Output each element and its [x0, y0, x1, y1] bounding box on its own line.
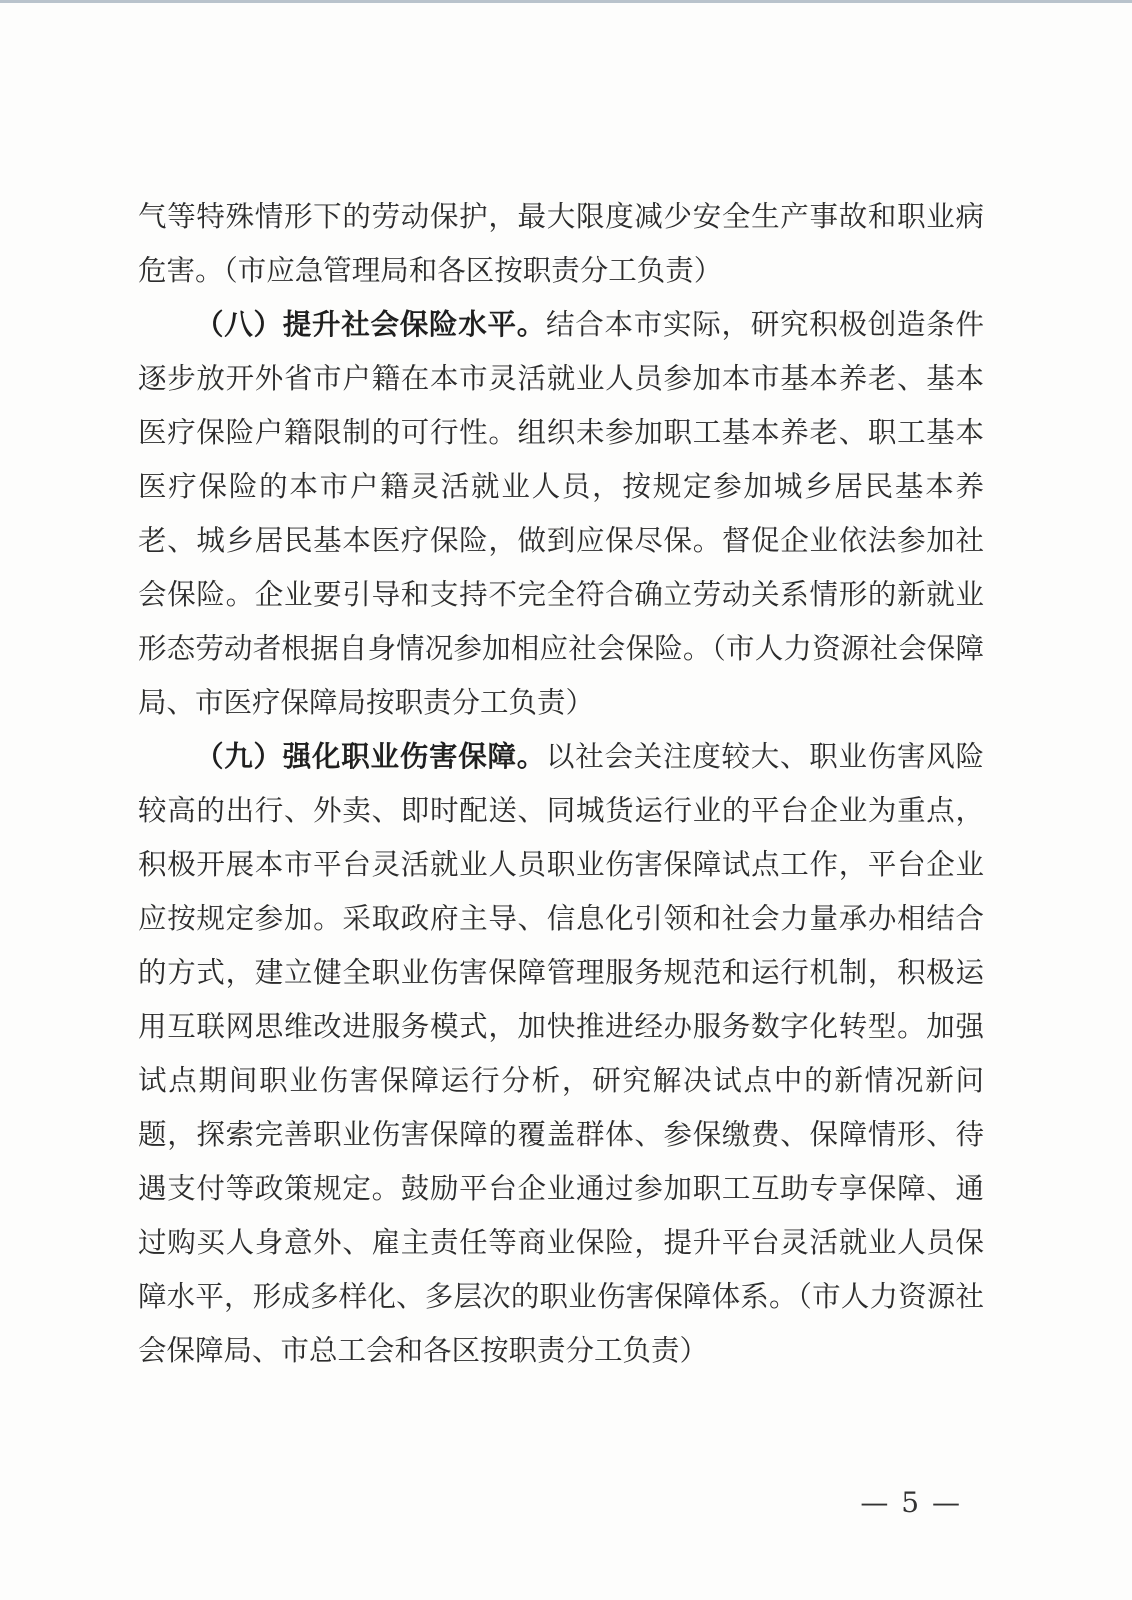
scan-edge [0, 0, 1132, 3]
page-number: — 5 — [860, 1486, 962, 1519]
paragraph-section-9 [138, 730, 984, 1378]
paragraph-section-8 [138, 298, 984, 730]
paragraph-text: 气等特殊情形下的劳动保护，最大限度减少安全生产事故和职业病危害。（市应急管理局和各区按职责分工负责） [138, 200, 984, 287]
paragraph-continued [138, 190, 984, 298]
section-heading: （八）提升社会保险水平。 [195, 308, 546, 341]
section-heading: （九）强化职业伤害保障。 [195, 740, 546, 773]
paragraph-text: 以社会关注度较大、职业伤害风险较高的出行、外卖、即时配送、同城货运行业的平台企业为重点，积极开展本市平台灵活就业人员职业伤害保障试点工作，平台企业应按规定参加。采取政府主导、信息化引领和社会力量承办相结合的方式，建立健全职业伤害保障管理服务规范和运行机制，积极运用互联网思维改进服务模式，加快推进经办服务数字化转型。加强试点期间职业伤害保障运行分析，研究解决试点中的新情况新问题，探索完善职业伤害保障的覆盖群体、参保缴费、保障情形、待遇支付等政策规定。鼓励平台企业通过参加职工互助专享保障、通过购买人身意外、雇主责任等商业保险，提升平台灵活就业人员保障水平，形成多样化、多层次的职业伤害保障体系。（市人力资源社会保障局、市总工会和各区按职责分工负责） [138, 740, 984, 1367]
paragraph-text: 结合本市实际，研究积极创造条件逐步放开外省市户籍在本市灵活就业人员参加本市基本养老、基本医疗保险户籍限制的可行性。组织未参加职工基本养老、职工基本医疗保险的本市户籍灵活就业人员，按规定参加城乡居民基本养老、城乡居民基本医疗保险，做到应保尽保。督促企业依法参加社会保险。企业要引导和支持不完全符合确立劳动关系情形的新就业形态劳动者根据自身情况参加相应社会保险。（市人力资源社会保障局、市医疗保障局按职责分工负责） [138, 308, 984, 719]
document-body [138, 190, 984, 1378]
